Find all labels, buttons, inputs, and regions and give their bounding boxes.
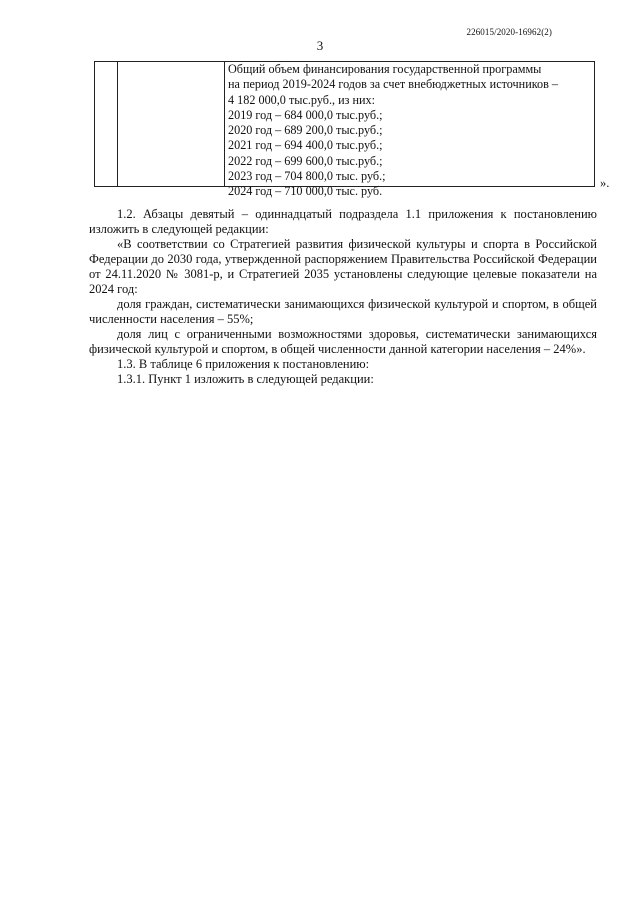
closing-quote-mark: ». [600,176,610,190]
document-body [89,207,597,387]
funding-line: 2021 год – 694 400,0 тыс.руб.; [228,138,383,153]
paragraph: 1.3. В таблице 6 приложения к постановлению: [117,357,370,371]
paragraph: 1.3.1. Пункт 1 изложить в следующей редакции: [117,372,374,386]
funding-line: 2023 год – 704 800,0 тыс. руб.; [228,169,386,184]
funding-line: 2024 год – 710 000,0 тыс. руб. [228,184,383,199]
funding-line: 2020 год – 689 200,0 тыс.руб.; [228,123,383,138]
funding-cell [228,62,588,200]
document-id: 226015/2020-16962(2) [466,27,552,37]
page-number: 3 [316,38,324,53]
paragraph: 1.2. Абзацы девятый – одиннадцатый подраздела 1.1 приложения к постановлению изложить в следующей редакции: [89,207,597,236]
table-column-divider [117,62,118,186]
paragraph: «В соответствии со Стратегией развития физической культуры и спорта в Российской Федерации до 2030 года, утвержденной распоряжением Правительства Российской Федерации от 24.11.2020 № 3081-р, и Стратегией 2035 установлены следующие целевые показатели на 2024 год: [89,237,597,296]
funding-table [94,61,595,199]
funding-line: 2019 год – 684 000,0 тыс.руб.; [228,107,383,122]
paragraph: доля граждан, систематически занимающихся физической культурой и спортом, в общей численности населения – 55%; [89,297,597,326]
paragraph: доля лиц с ограниченными возможностями здоровья, систематически занимающихся физической культурой и спортом, в общей численности данной категории населения – 24%». [89,327,597,356]
funding-line: на период 2019-2024 годов за счет внебюджетных источников – [228,77,559,92]
funding-line: 4 182 000,0 тыс.руб., из них: [228,92,376,107]
funding-line: 2022 год – 699 600,0 тыс.руб.; [228,153,383,168]
funding-line: Общий объем финансирования государственной программы [228,62,542,76]
table-column-divider [224,62,225,186]
